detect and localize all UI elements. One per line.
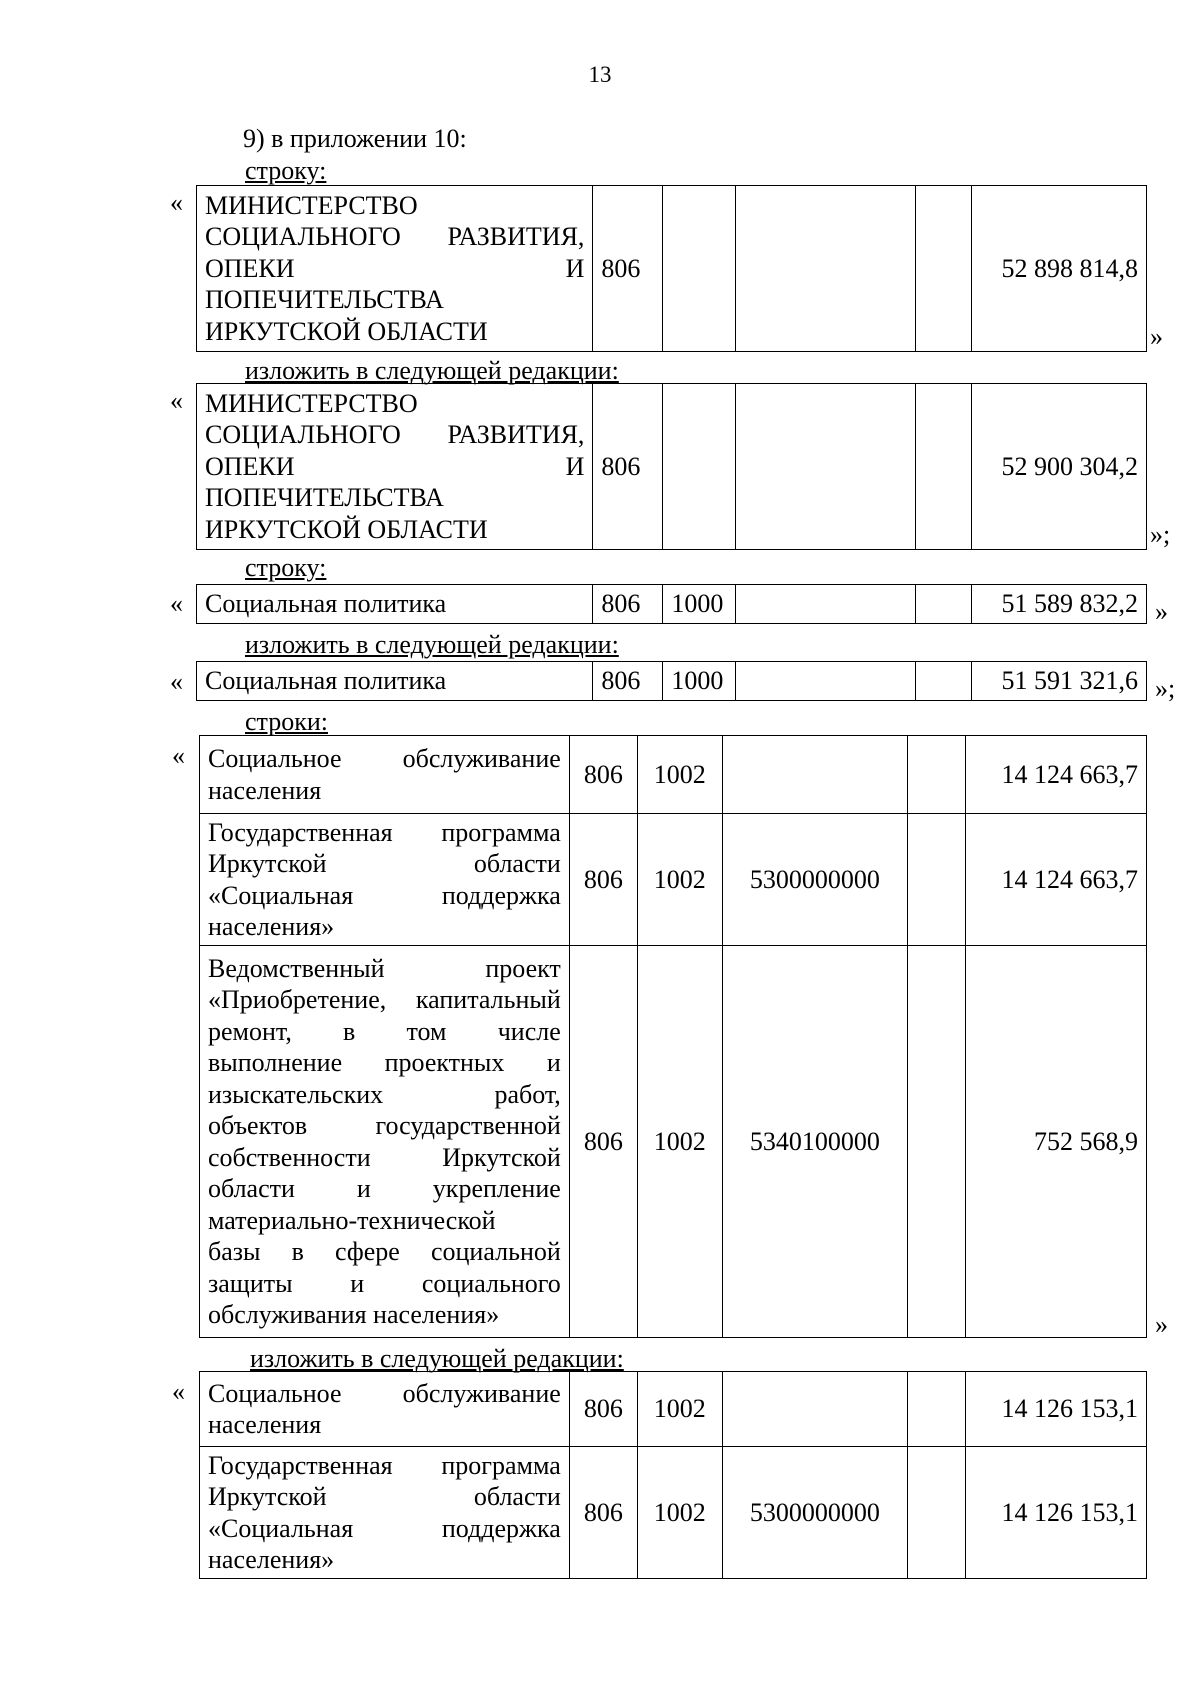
row-name-line: ПОПЕЧИТЕЛЬСТВА — [205, 483, 444, 513]
cell-target — [736, 384, 915, 550]
table-row — [200, 1372, 1147, 1447]
cell-amount: 752 568,9 — [965, 946, 1146, 1338]
quote-close: » — [1155, 1310, 1168, 1339]
label-row-single: строку: — [245, 156, 327, 185]
row-name — [200, 814, 570, 946]
cell-target: 5300000000 — [722, 814, 907, 946]
row-name-line: изыскательских работ, — [208, 1079, 561, 1109]
label-row-single: строку: — [245, 553, 327, 582]
row-name-line: ПОПЕЧИТЕЛЬСТВА — [205, 285, 444, 315]
quote-close-semicolon: »; — [1155, 674, 1176, 703]
table-row — [197, 384, 1147, 550]
cell-amount: 51 589 832,2 — [971, 585, 1146, 624]
cell-section — [663, 186, 736, 352]
table-block2-new — [196, 661, 1147, 701]
row-name-line: собственности Иркутской — [208, 1142, 561, 1172]
row-name-line: Ведомственный проект — [208, 953, 561, 983]
cell-target: 5300000000 — [722, 1447, 907, 1579]
cell-gr: 806 — [569, 1372, 637, 1447]
row-name — [200, 1372, 570, 1447]
cell-gr: 806 — [593, 384, 663, 550]
cell-section: 1000 — [663, 585, 736, 624]
label-replace-with: изложить в следующей редакции: — [245, 356, 619, 385]
row-name — [200, 736, 570, 814]
cell-type — [908, 946, 966, 1338]
cell-target — [736, 585, 915, 624]
cell-amount: 52 898 814,8 — [971, 186, 1146, 352]
table-block2-old — [196, 584, 1147, 624]
cell-type — [908, 1447, 966, 1579]
cell-section — [663, 384, 736, 550]
row-name-line: Государственная программа — [208, 817, 561, 847]
cell-amount: 14 124 663,7 — [965, 736, 1146, 814]
table-block3-old — [199, 735, 1147, 1338]
row-name-line: населения» — [208, 912, 335, 941]
row-name-line: защиты и социального — [208, 1268, 561, 1298]
label-replace-with: изложить в следующей редакции: — [245, 630, 619, 659]
row-name-line: Иркутской области — [208, 1482, 561, 1511]
cell-target: 5340100000 — [722, 946, 907, 1338]
table-row — [200, 736, 1147, 814]
row-name-line: базы в сфере социальной — [208, 1237, 561, 1266]
quote-close-semicolon: »; — [1150, 520, 1171, 549]
row-name-line: области и укрепление — [208, 1174, 561, 1203]
table-row — [197, 186, 1147, 352]
row-name — [197, 384, 593, 550]
cell-gr: 806 — [593, 186, 663, 352]
cell-type — [915, 186, 971, 352]
row-name-line: «Социальная поддержка — [208, 880, 561, 910]
row-name-line: населения — [208, 775, 322, 805]
row-name-line: Иркутской области — [208, 849, 561, 878]
cell-type — [908, 1372, 966, 1447]
table-block1-old — [196, 185, 1147, 352]
row-name-line: ОПЕКИ И — [205, 253, 585, 283]
row-name: Социальная политика — [197, 662, 593, 701]
cell-type — [908, 736, 966, 814]
table-row — [200, 1447, 1147, 1579]
label-replace-with: изложить в следующей редакции: — [250, 1344, 624, 1373]
quote-open: « — [172, 1377, 185, 1406]
row-name — [200, 946, 570, 1338]
item-heading: 9) в приложении 10: — [243, 124, 467, 153]
cell-type — [908, 814, 966, 946]
cell-target — [736, 662, 915, 701]
row-name-line: МИНИСТЕРСТВО — [205, 190, 418, 220]
row-name-line: ИРКУТСКОЙ ОБЛАСТИ — [205, 316, 488, 346]
cell-section: 1000 — [663, 662, 736, 701]
row-name-line: МИНИСТЕРСТВО — [205, 388, 418, 418]
cell-section: 1002 — [637, 814, 722, 946]
row-name-line: «Социальная поддержка — [208, 1513, 561, 1543]
row-name-line: Государственная программа — [208, 1450, 561, 1480]
row-name-line: объектов государственной — [208, 1111, 561, 1140]
row-name-line: СОЦИАЛЬНОГО РАЗВИТИЯ, — [205, 222, 585, 252]
row-name — [197, 186, 593, 352]
cell-amount: 52 900 304,2 — [971, 384, 1146, 550]
cell-type — [915, 662, 971, 701]
cell-section: 1002 — [637, 736, 722, 814]
cell-target — [736, 186, 915, 352]
cell-gr: 806 — [569, 814, 637, 946]
cell-target — [722, 1372, 907, 1447]
cell-amount: 14 124 663,7 — [965, 814, 1146, 946]
row-name-line: ремонт, в том числе — [208, 1016, 561, 1046]
cell-gr: 806 — [569, 1447, 637, 1579]
table-block1-new — [196, 383, 1147, 550]
cell-amount: 14 126 153,1 — [965, 1447, 1146, 1579]
quote-open: « — [172, 741, 185, 770]
cell-section: 1002 — [637, 946, 722, 1338]
table-block3-new — [199, 1371, 1147, 1579]
row-name-line: ИРКУТСКОЙ ОБЛАСТИ — [205, 514, 488, 544]
row-name-line: Социальное обслуживание — [208, 744, 561, 773]
row-name-line: «Приобретение, капитальный — [208, 985, 561, 1014]
row-name: Социальная политика — [197, 585, 593, 624]
quote-open: « — [170, 386, 183, 415]
row-name-line: материально-технической — [208, 1205, 496, 1235]
row-name-line: СОЦИАЛЬНОГО РАЗВИТИЯ, — [205, 420, 585, 450]
row-name-line: Социальное обслуживание — [208, 1378, 561, 1408]
cell-section: 1002 — [637, 1372, 722, 1447]
cell-section: 1002 — [637, 1447, 722, 1579]
cell-type — [915, 384, 971, 550]
row-name-line: выполнение проектных и — [208, 1048, 561, 1077]
table-row — [200, 814, 1147, 946]
quote-close: » — [1150, 322, 1163, 351]
cell-type — [915, 585, 971, 624]
cell-gr: 806 — [593, 585, 663, 624]
row-name-line: обслуживания населения» — [208, 1300, 500, 1329]
quote-open: « — [170, 589, 183, 618]
table-row — [200, 946, 1147, 1338]
cell-target — [722, 736, 907, 814]
cell-amount: 14 126 153,1 — [965, 1372, 1146, 1447]
quote-close: » — [1155, 597, 1168, 626]
cell-gr: 806 — [593, 662, 663, 701]
cell-amount: 51 591 321,6 — [971, 662, 1146, 701]
cell-gr: 806 — [569, 736, 637, 814]
cell-gr: 806 — [569, 946, 637, 1338]
quote-open: « — [170, 188, 183, 217]
row-name — [200, 1447, 570, 1579]
quote-open: « — [170, 667, 183, 696]
row-name-line: населения — [208, 1410, 322, 1439]
table-row — [197, 662, 1147, 701]
page-number: 13 — [588, 62, 612, 87]
row-name-line: ОПЕКИ И — [205, 451, 585, 481]
label-row-plural: строки: — [245, 707, 328, 736]
table-row — [197, 585, 1147, 624]
row-name-line: населения» — [208, 1545, 335, 1574]
